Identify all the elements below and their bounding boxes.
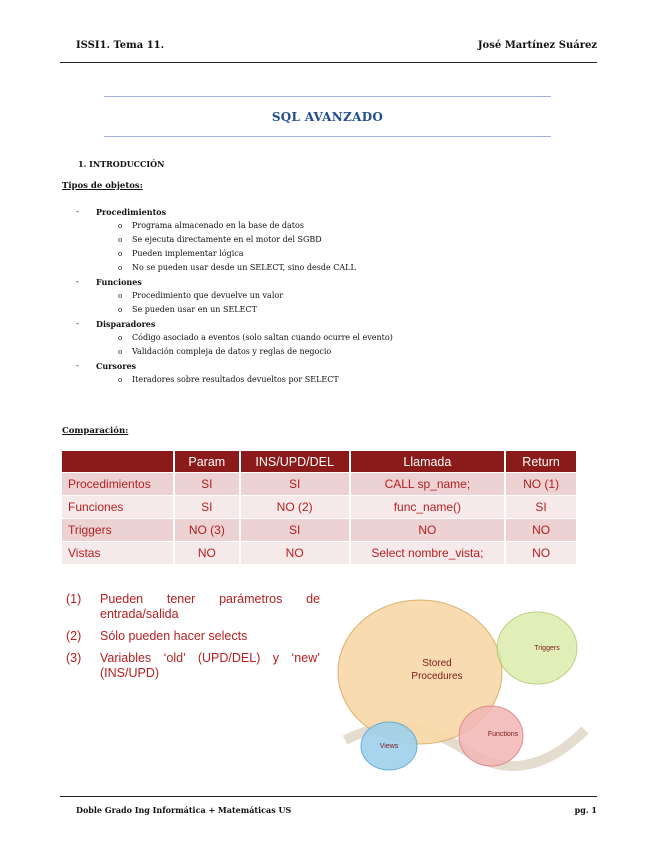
page-number: pg. 1 [574,805,597,815]
footnote-number: (3) [66,651,82,665]
table-cell: Funciones [62,496,174,519]
header-divider [60,62,597,63]
table-cell: NO [505,519,577,542]
header-right: José Martínez Suárez [477,40,597,51]
table-cell: SI [174,473,240,496]
table-cell: NO [240,542,350,565]
stored-label-line1: Stored [422,658,452,669]
tipo-item: o Se ejecuta directamente en el motor del SGBD [62,233,393,247]
section-heading: 1. INTRODUCCIÓN [78,159,165,169]
title-rule-bottom [104,136,551,137]
footnote-text: Sólo pueden hacer selects [100,629,248,643]
footnote-text: Variables ‘old’ (UPD/DEL) y ‘new’ (INS/UPD) [100,651,320,680]
stored-label-line2: Procedures [411,671,463,682]
tipo-item: o Procedimiento que devuelve un valor [62,289,393,303]
table-row [62,519,577,542]
venn-diagram [325,590,595,780]
comparison-table [62,451,578,564]
table-cell: SI [174,496,240,519]
table-row [62,496,577,519]
tipo-item: o Código asociado a eventos (solo saltan cuando ocurre el evento) [62,331,393,345]
table-cell: NO (1) [505,473,577,496]
header-left: ISSI1. Tema 11. [76,40,165,51]
tipos-heading: Tipos de objetos: [62,181,143,191]
table-header-cell [62,451,174,473]
footer-divider [60,796,597,797]
table-cell: CALL sp_name; [350,473,506,496]
footnote-number: (2) [66,629,82,643]
table-row [62,542,577,565]
table-cell: NO (3) [174,519,240,542]
table-cell: NO [350,519,506,542]
footnote [66,592,320,622]
footnotes [66,592,320,688]
tipo-item: o Programa almacenado en la base de datos [62,219,393,233]
table-header-cell: Param [174,451,240,473]
table-cell: Triggers [62,519,174,542]
table-cell: Vistas [62,542,174,565]
tipo-item: o Se pueden usar en un SELECT [62,303,393,317]
footer-left: Doble Grado Ing Informática + Matemáticas US [76,805,292,815]
table-cell: NO [174,542,240,565]
footnote [66,629,320,644]
table-cell: NO [505,542,577,565]
footnote [66,651,320,681]
comparacion-heading: Comparación: [62,426,129,436]
functions-label: Functions [487,731,519,738]
table-header-cell: Return [505,451,577,473]
tipo-name: - Funciones [62,275,393,289]
table-cell: Procedimientos [62,473,174,496]
views-label: Views [379,743,399,750]
table-cell: SI [240,473,350,496]
tipo-name: - Procedimientos [62,205,393,219]
table-header-cell: Llamada [350,451,506,473]
table-header-row [62,451,577,473]
tipo-item: o Pueden implementar lógica [62,247,393,261]
tipo-name: - Disparadores [62,317,393,331]
tipo-item: o No se pueden usar desde un SELECT, sino desde CALL [62,261,393,275]
footnote-text: Pueden tener parámetros de entrada/salida [100,592,320,621]
table-cell: SI [505,496,577,519]
triggers-label: Triggers [534,645,560,652]
table-cell: NO (2) [240,496,350,519]
table-header-cell: INS/UPD/DEL [240,451,350,473]
tipos-list [62,205,393,387]
tipo-item: o Validación compleja de datos y reglas de negocio [62,345,393,359]
table-cell: func_name() [350,496,506,519]
page-title: SQL AVANZADO [271,110,384,124]
table-row [62,473,577,496]
tipo-item: o Iteradores sobre resultados devueltos por SELECT [62,373,393,387]
tipo-name: - Cursores [62,359,393,373]
footnote-number: (1) [66,592,82,606]
table-cell: Select nombre_vista; [350,542,506,565]
table-cell: SI [240,519,350,542]
title-rule-top [104,96,551,97]
